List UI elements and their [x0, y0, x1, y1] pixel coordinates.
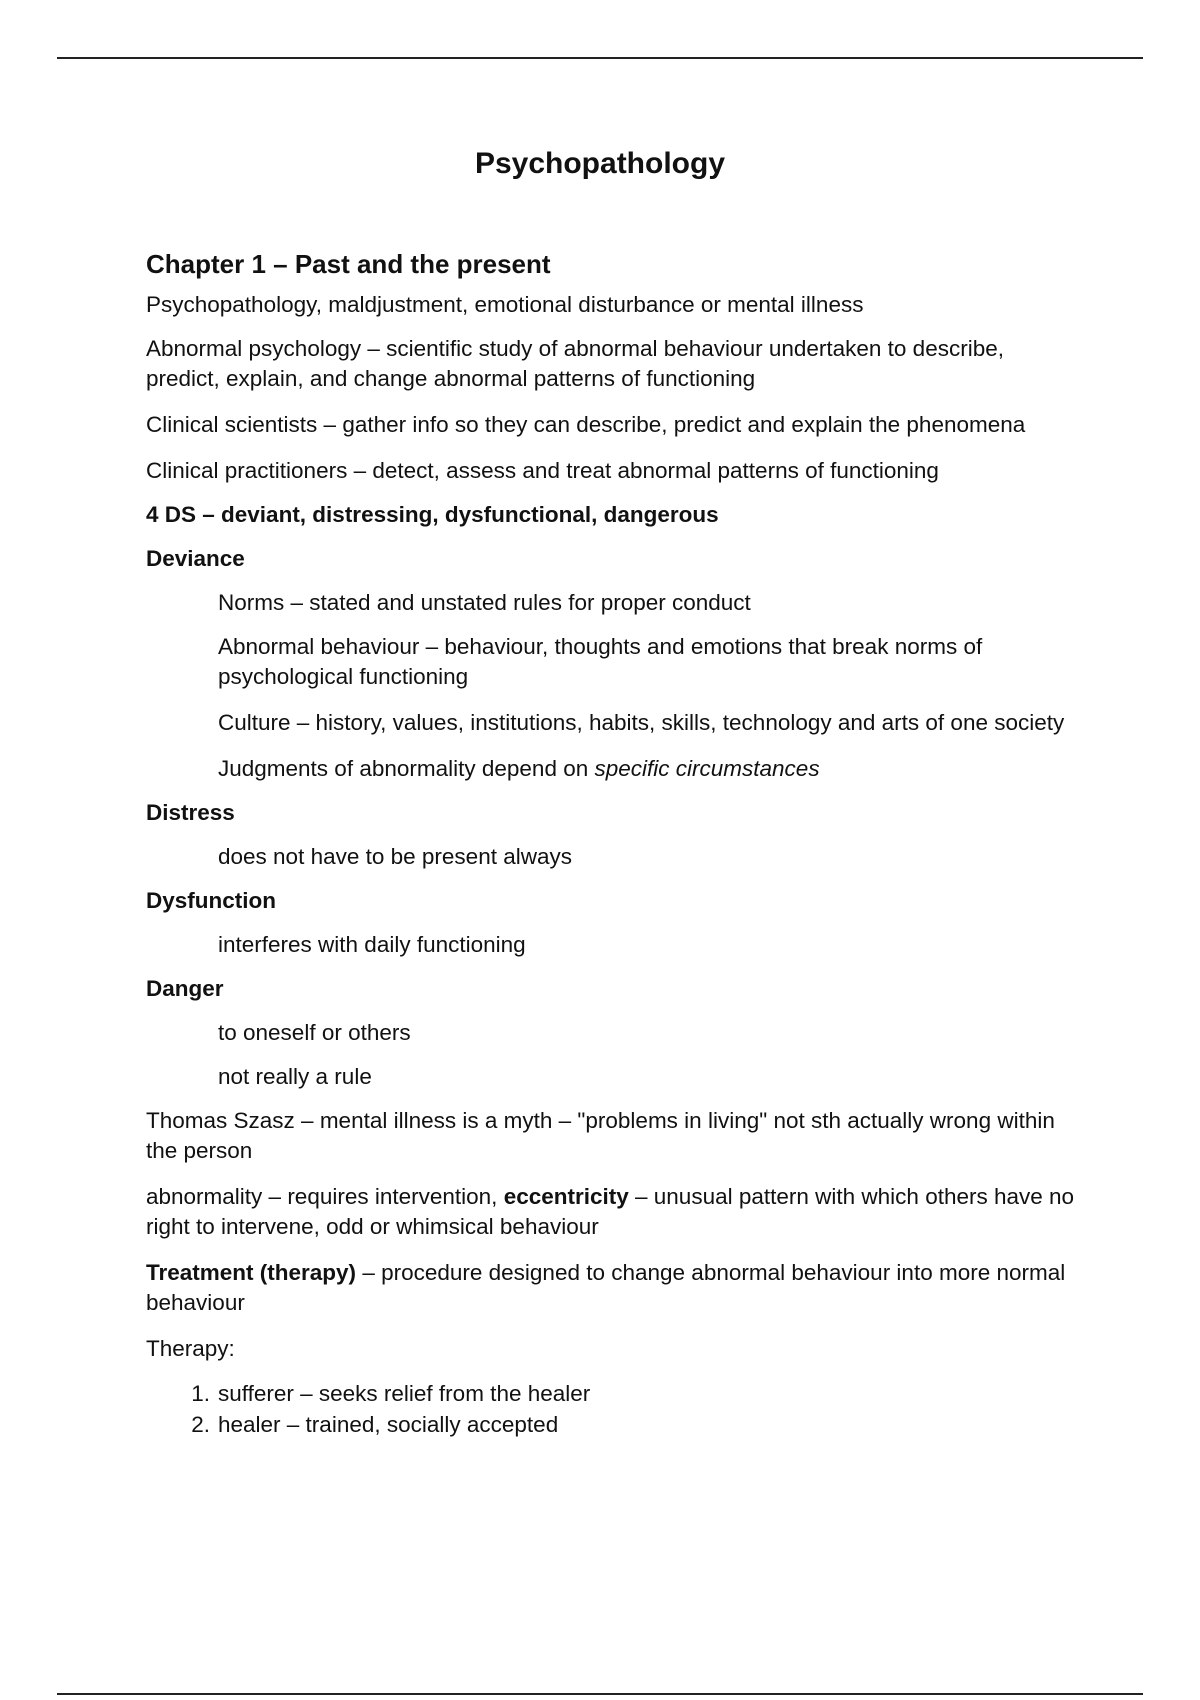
paragraph-clinical-practitioners: Clinical practitioners – detect, assess and treat abnormal patterns of functioning — [146, 458, 939, 483]
paragraph-clinical-scientists: Clinical scientists – gather info so they can describe, predict and explain the phenomena — [146, 412, 1026, 437]
dysfunction-heading: Dysfunction — [146, 888, 277, 913]
distress-heading: Distress — [146, 800, 235, 825]
four-ds-heading: 4 DS – deviant, distressing, dysfunctional, dangerous — [146, 502, 719, 527]
distress-text: does not have to be present always — [218, 844, 572, 869]
list-item-text: sufferer – seeks relief from the healer — [218, 1381, 591, 1406]
treatment-term: Treatment (therapy) — [146, 1260, 357, 1285]
paragraph-abnormality — [146, 1182, 1076, 1242]
judgments-text: Judgments of abnormality depend on — [218, 756, 595, 781]
paragraph-szasz: Thomas Szasz – mental illness is a myth – "problems in living" not sth actually wrong within the person — [146, 1108, 1055, 1163]
danger-heading: Danger — [146, 976, 224, 1001]
paragraph-abnormal-psychology: Abnormal psychology – scientific study of abnormal behaviour undertaken to describe, predict, explain, and change abnormal patterns of functioning — [146, 336, 1004, 391]
judgments-italic: specific circumstances — [594, 756, 820, 781]
chapter-heading: Chapter 1 – Past and the present — [146, 249, 551, 279]
document-body — [146, 248, 1076, 1440]
list-item-number: 2. — [191, 1412, 210, 1437]
danger-text-2: not really a rule — [218, 1064, 372, 1089]
therapy-list — [146, 1378, 1076, 1440]
deviance-heading: Deviance — [146, 546, 245, 571]
treatment-suffix: – procedure designed to change abnormal behaviour into more normal behaviour — [146, 1260, 1066, 1315]
eccentricity-term: eccentricity — [503, 1184, 629, 1209]
bottom-rule — [57, 1693, 1143, 1695]
list-item-number: 1. — [191, 1381, 210, 1406]
deviance-judgments — [146, 754, 1076, 784]
top-rule — [57, 57, 1143, 59]
abnormality-suffix: – unusual pattern with which others have no right to intervene, odd or whimsical behaviour — [146, 1184, 1075, 1239]
deviance-norms: Norms – stated and unstated rules for proper conduct — [218, 590, 751, 615]
deviance-abnormal-behaviour: Abnormal behaviour – behaviour, thoughts and emotions that break norms of psychological functioning — [218, 634, 983, 689]
paragraph-psychopathology: Psychopathology, maldjustment, emotional disturbance or mental illness — [146, 292, 864, 317]
page-title: Psychopathology — [474, 147, 726, 180]
list-item — [191, 1378, 1076, 1409]
list-item — [191, 1409, 1076, 1440]
danger-text-1: to oneself or others — [218, 1020, 411, 1045]
deviance-culture: Culture – history, values, institutions, habits, skills, technology and arts of one society — [218, 710, 1065, 735]
dysfunction-text: interferes with daily functioning — [218, 932, 526, 957]
list-item-text: healer – trained, socially accepted — [218, 1412, 559, 1437]
therapy-label: Therapy: — [146, 1336, 235, 1361]
paragraph-treatment — [146, 1258, 1076, 1318]
abnormality-prefix: abnormality – requires intervention, — [146, 1184, 504, 1209]
